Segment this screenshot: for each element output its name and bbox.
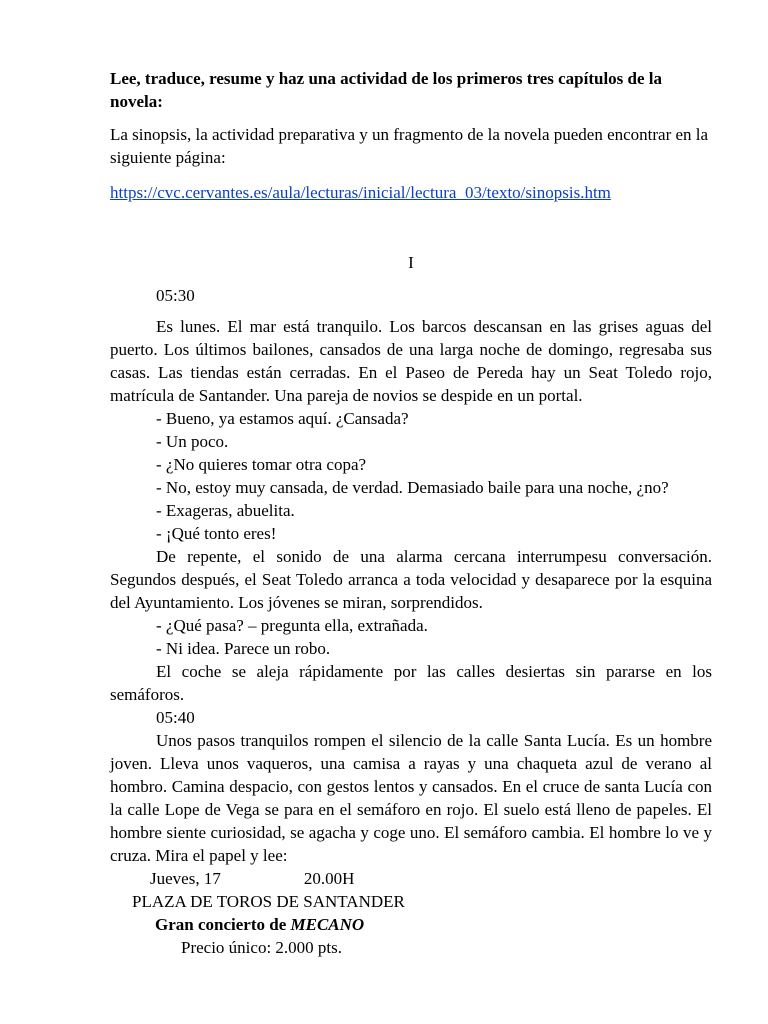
dialog-line: - Un poco. <box>156 432 229 451</box>
synopsis-link[interactable]: https://cvc.cervantes.es/aula/lecturas/inicial/lectura_03/texto/sinopsis.htm <box>110 183 611 202</box>
dialog-line: - ¿No quieres tomar otra copa? <box>156 455 367 474</box>
assignment-instruction: Lee, traduce, resume y haz una actividad de los primeros tres capítulos de la novela: <box>110 69 663 111</box>
dialog-line: - No, estoy muy cansada, de verdad. Demasiado baile para una noche, ¿no? <box>156 478 669 497</box>
ticket-band: MECANO <box>290 915 365 934</box>
paragraph-2: De repente, el sonido de una alarma cercana interrumpesu conversación. Segundos después, el Seat Toledo arranca a toda velocidad y desaparece por la esquina del Ayuntamiento. Los jóvenes se miran, sorprendidos. <box>110 547 712 612</box>
paragraph-4: Unos pasos tranquilos rompen el silencio de la calle Santa Lucía. Es un hombre joven. Lleva unos vaqueros, una camisa a rayas y una chaqueta azul de verano al hombro. Camina despacio, con gestos lentos y cansados. En el cruce de santa Lucía con la calle Lope de Vega se para en el semáforo en rojo. El suelo está lleno de papeles. El hombre siente curiosidad, se agacha y coge uno. El semáforo cambia. El hombre lo ve y cruza. Mira el papel y lee: <box>110 731 712 865</box>
paragraph-3: El coche se aleja rápidamente por las calles desiertas sin pararse en los semáforos. <box>110 662 712 704</box>
ticket-hour: 20.00H <box>303 869 355 888</box>
dialog-line: - Exageras, abuelita. <box>156 501 295 520</box>
ticket-date-line <box>110 867 712 890</box>
ticket-price: Precio único: 2.000 pts. <box>181 938 343 957</box>
dialog-line: - ¿Qué pasa? – pregunta ella, extrañada. <box>156 616 428 635</box>
dialog-line: - Ni idea. Parece un robo. <box>156 639 331 658</box>
dialog-line: - Bueno, ya estamos aquí. ¿Cansada? <box>156 409 409 428</box>
ticket-concert-line <box>110 913 712 936</box>
concert-ticket <box>110 867 712 959</box>
dialog-line: - ¡Qué tonto eres! <box>156 524 277 543</box>
time-stamp-1: 05:30 <box>156 286 195 305</box>
chapter-number: I <box>408 253 414 272</box>
intro-text: La sinopsis, la actividad preparativa y un fragmento de la novela pueden encontrar en la siguiente página: <box>110 125 709 167</box>
paragraph-1: Es lunes. El mar está tranquilo. Los barcos descansan en las grises aguas del puerto. Los últimos bailones, cansados de una larga noche de domingo, regresaba sus casas. Las tiendas están cerradas. En el Paseo de Pereda hay un Seat Toledo rojo, matrícula de Santander. Una pareja de novios se despide en un portal. <box>110 317 712 405</box>
time-stamp-2: 05:40 <box>156 708 195 727</box>
ticket-concert-prefix: Gran concierto de <box>155 915 291 934</box>
document-page <box>110 67 712 959</box>
ticket-venue: PLAZA DE TOROS DE SANTANDER <box>132 892 405 911</box>
ticket-day: Jueves, 17 <box>150 869 221 888</box>
